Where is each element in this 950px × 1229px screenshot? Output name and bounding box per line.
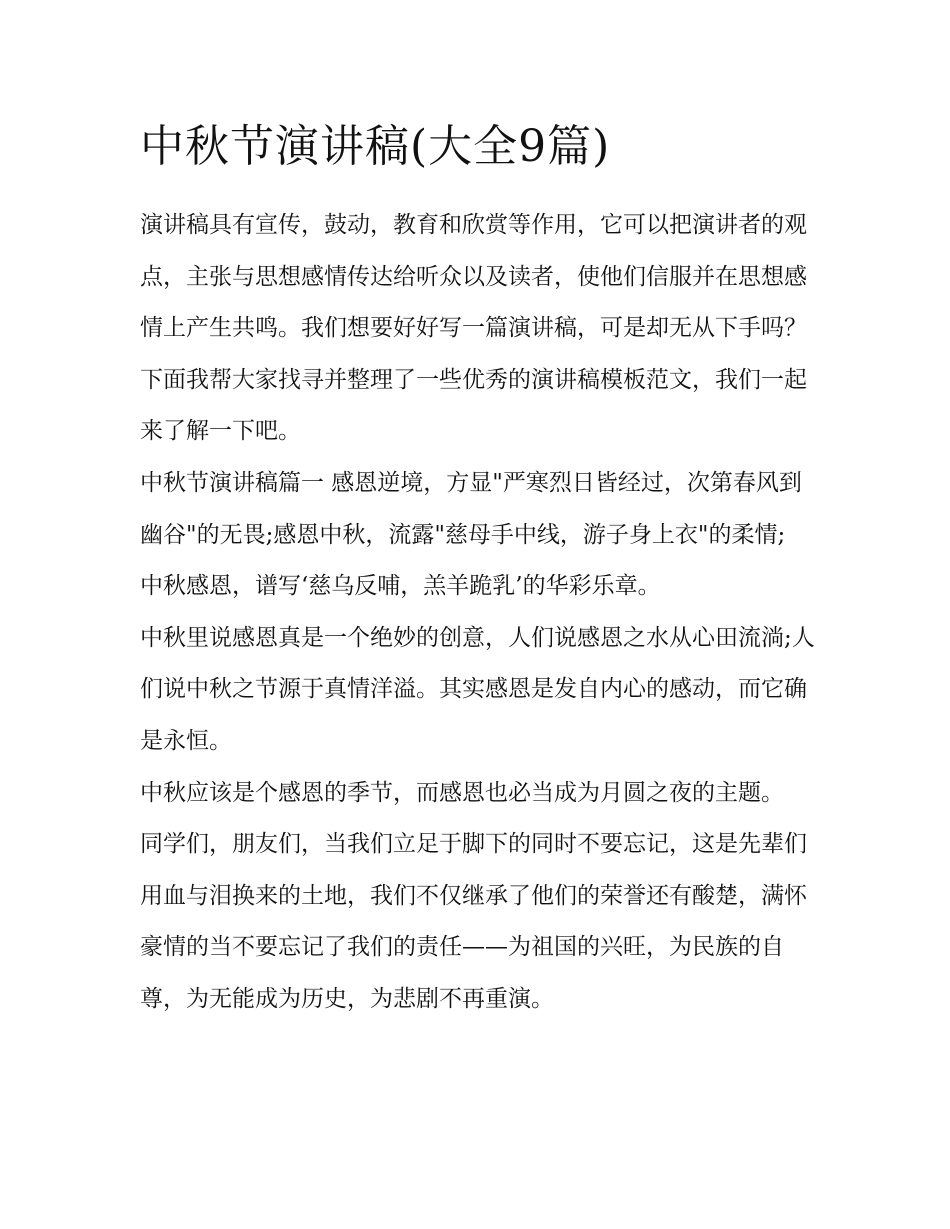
- document-body: [140, 112, 816, 1026]
- paragraph-gratitude-chapter: 中秋感恩，谱写‘慈乌反哺，羔羊跪乳’的华彩乐章。: [140, 573, 661, 600]
- paragraph-gratitude-idea: 中秋里说感恩真是一个绝妙的创意，人们说感恩之水从心田流淌;人们说中秋之节源于真情洋溢。其实感恩是发自内心的感动，而它确是永恒。: [140, 624, 815, 754]
- page-title: 中秋节演讲稿(大全9篇): [140, 121, 611, 172]
- paragraph-intro: 演讲稿具有宣传，鼓动，教育和欣赏等作用，它可以把演讲者的观点，主张与思想感情传达给听众以及读者，使他们信服并在思想感情上产生共鸣。我们想要好好写一篇演讲稿，可是却无从下手吗？下面我帮大家找寻并整理了一些优秀的演讲稿模板范文，我们一起来了解一下吧。: [140, 212, 807, 445]
- paragraph-speech-one-opening: 中秋节演讲稿篇一 感恩逆境，方显"严寒烈日皆经过，次第春风到幽谷"的无畏;感恩中秋，流露"慈母手中线，游子身上衣"的柔情;: [140, 469, 802, 548]
- paragraph-responsibility: 同学们，朋友们，当我们立足于脚下的同时不要忘记，这是先辈们用血与泪换来的土地，我们不仅继承了他们的荣誉还有酸楚，满怀豪情的当不要忘记了我们的责任——为祖国的兴旺，为民族的自尊，为无能成为历史，为悲剧不再重演。: [140, 831, 807, 1012]
- paragraph-season-theme: 中秋应该是个感恩的季节，而感恩也必当成为月圆之夜的主题。: [140, 779, 784, 806]
